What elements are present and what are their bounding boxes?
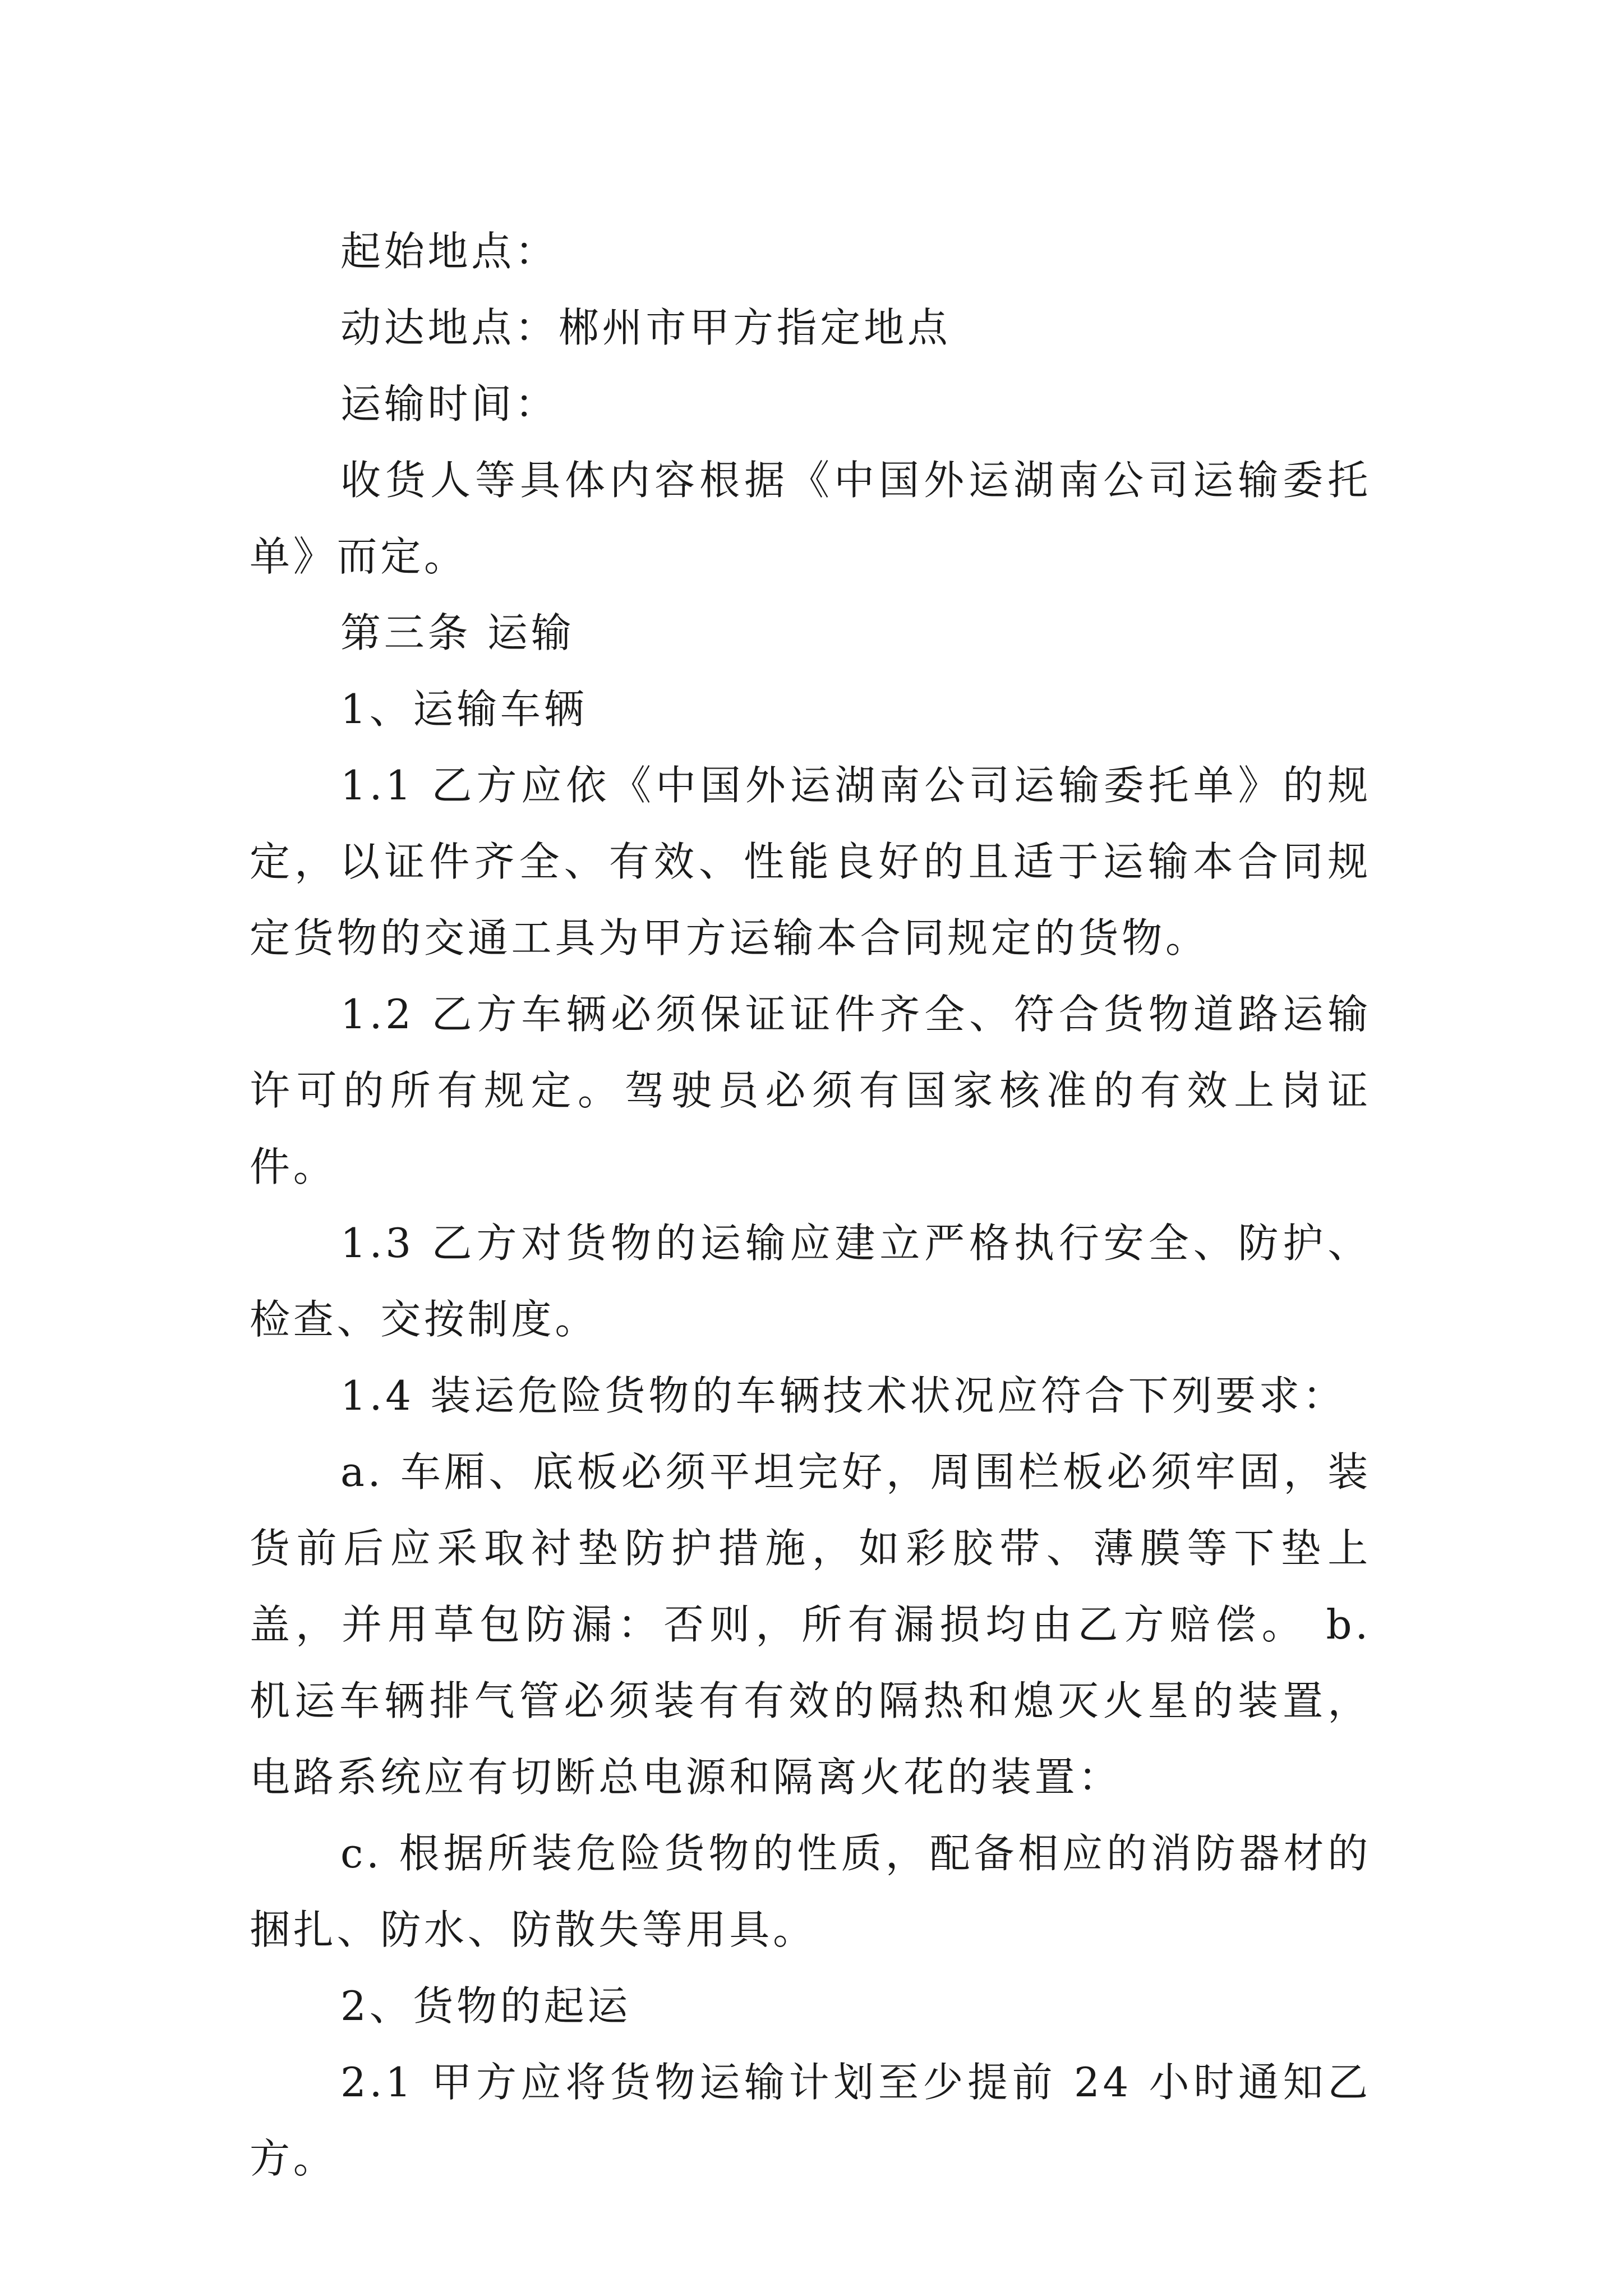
paragraph-transport-time: 运输时间： [340, 380, 559, 427]
paragraph-consignee: 收货人等具体内容根据《中国外运湖南公司运输委托单》而定。 [250, 457, 1371, 580]
clause-2-1: 2.1 甲方应将货物运输计划至少提前 24 小时通知乙方。 [250, 2059, 1371, 2182]
section-heading-vehicles: 1、运输车辆 [340, 685, 588, 733]
article-heading: 第三条 运输 [340, 609, 575, 656]
paragraph-destination: 动达地点：郴州市甲方指定地点 [340, 304, 951, 351]
clause-1-4: 1.4 装运危险货物的车辆技术状况应符合下列要求： [340, 1372, 1347, 1419]
clause-1-1: 1.1 乙方应依《中国外运湖南公司运输委托单》的规定，以证件齐全、有效、性能良好的且适于运输本合同规定货物的交通工具为甲方运输本合同规定的货物。 [250, 762, 1371, 961]
clause-1-3: 1.3 乙方对货物的运输应建立严格执行安全、防护、检查、交按制度。 [250, 1220, 1371, 1343]
clause-c: c. 根据所装危险货物的性质，配备相应的消防器材的捆扎、防水、防散失等用具。 [250, 1830, 1371, 1953]
clause-1-2: 1.2 乙方车辆必须保证证件齐全、符合货物道路运输许可的所有规定。驾驶员必须有国家核准的有效上岗证件。 [250, 991, 1371, 1190]
document-body [250, 213, 1371, 2197]
paragraph-origin: 起始地点： [340, 228, 559, 275]
clause-a-b: a. 车厢、底板必须平坦完好，周围栏板必须牢固，装货前后应采取衬垫防护措施，如彩胶带、薄膜等下垫上盖，并用草包防漏：否则，所有漏损均由乙方赔偿。 b. 机运车辆排气管必须装有有效的隔热和熄灭火星的装置，电路系统应有切断总电源和隔离火花的装置： [250, 1448, 1371, 1801]
section-heading-dispatch: 2、货物的起运 [340, 1982, 631, 2030]
